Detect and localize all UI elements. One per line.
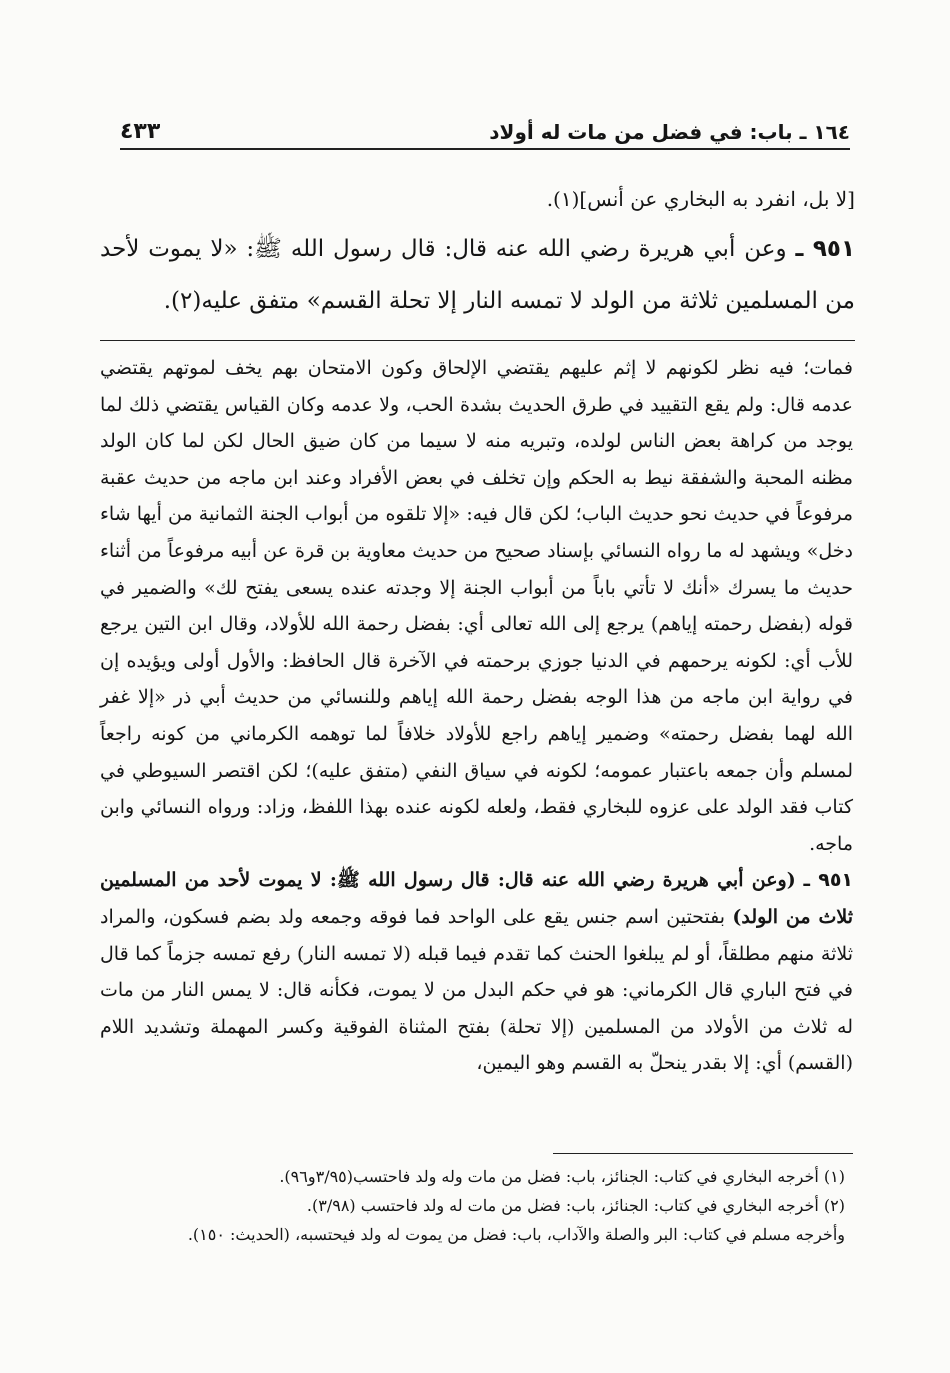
chapter-title: ١٦٤ ـ باب: في فضل من مات له أولاد: [489, 120, 850, 144]
section-divider: [100, 340, 855, 341]
page-header: [120, 112, 850, 150]
footnote-2: (٢) أخرجه البخاري في كتاب: الجنائز، باب: فضل من مات له ولد فاحتسب (٣/٩٨).: [306, 1196, 845, 1215]
hadith-number: ٩٥١ ـ: [795, 236, 855, 262]
hadith-text: وعن أبي هريرة رضي الله عنه قال: قال رسول الله ﷺ: «لا يموت لأحد من المسلمين ثلاثة من الولد لا تمسه النار إلا تحلة القسم» متفق عليه(٢).: [100, 236, 855, 314]
commentary-paragraph: فمات؛ فيه نظر لكونهم لا إثم عليهم يقتضي الإلحاق وكون الامتحان بهم يخف لموتهم يقتضي عدمه قال: ولم يقع التقييد في طرق الحديث بشدة الحب، ولا عدمه وكان القياس يقتضي ذلك لما يوجد من كراهة بعض الناس لولده، وتبريه منه لا سيما من كان ضيق الحال لكن لما كان الولد مظنه المحبة والشفقة نيط به الحكم وإن تخلف في بعض الأفراد وعند ابن ماجه من حديث عقبة مرفوعاً في حديث نحو حديث الباب؛ لكن قال فيه: «إلا تلقوه من أبواب الجنة الثمانية من أيها شاء دخل» ويشهد له ما رواه النسائي بإسناد صحيح من حديث معاوية بن قرة عن أبيه مرفوعاً من أثناء حديث ما يسرك «أنك لا تأتي باباً من أبواب الجنة إلا وجدته عنده يسعى يفتح لك» والضمير في قوله (بفضل رحمته إياهم) يرجع إلى الله تعالى أي: بفضل رحمة الله للأولاد، وقال ابن التين يرجع للأب أي: لكونه يرحمهم في الدنيا جوزي برحمته في الآخرة قال الحافظ: والأول أولى ويؤيده إن في رواية ابن ماجه من هذا الوجه بفضل رحمة الله إياهم وللنسائي من حديث أبي ذر «إلا غفر الله لهما بفضل رحمته» وضمير إياهم راجع للأولاد خلافاً لما توهمه الكرماني من كونه راجعاً لمسلم وأن جمعه باعتبار عمومه؛ لكونه في سياق النفي (متفق عليه)؛ لكن اقتصر السيوطي في كتاب فقد الولد على عزوه للبخاري فقط، ولعله لكونه عنده بهذا اللفظ، وزاد: ورواه النسائي وابن ماجه.: [100, 357, 853, 855]
hadith-block: [100, 223, 855, 327]
commentary: [100, 350, 853, 1082]
main-text: [100, 175, 855, 327]
commentary-paragraph-hadith: [100, 862, 853, 1082]
commentary-hadith-lead: (وعن أبي هريرة رضي الله عنه قال: قال رسول الله ﷺ: لا يموت لأحد من المسلمين ثلاث من الولد): [100, 869, 853, 928]
intro-line: [لا بل، انفرد به البخاري عن أنس](١).: [546, 187, 855, 211]
footnotes: [100, 1162, 845, 1249]
footnote-2-continued: وأخرجه مسلم في كتاب: البر والصلة والآداب، باب: فضل من يموت له ولد فيحتسبه، (الحديث: ١٥٠).: [187, 1225, 845, 1244]
commentary-hadith-text: بفتحتين اسم جنس يقع على الواحد فما فوقه وجمعه ولد بضم فسكون، والمراد ثلاثة منهم مطلقاً، أو لم يبلغوا الحنث كما تقدم فيما قبله (لا تمسه النار) رفع تمسه جزماً كما قال في فتح الباري قال الكرماني: هو في حكم البدل من لا يموت، فكأنه قال: لا يمس النار من مات له ثلاث من الأولاد من المسلمين (إلا تحلة) بفتح المثناة الفوقية وكسر المهملة وتشديد اللام (القسم) أي: إلا بقدر ينحلّ به القسم وهو اليمين،: [100, 905, 853, 1075]
commentary-hadith-number: ٩٥١ ـ: [803, 869, 854, 892]
page-number: ٤٣٣: [120, 119, 161, 144]
footnote-1: (١) أخرجه البخاري في كتاب: الجنائز، باب: فضل من مات وله ولد فاحتسب(٣/٩٥و٩٦).: [279, 1167, 845, 1186]
footnote-rule: [553, 1153, 853, 1154]
